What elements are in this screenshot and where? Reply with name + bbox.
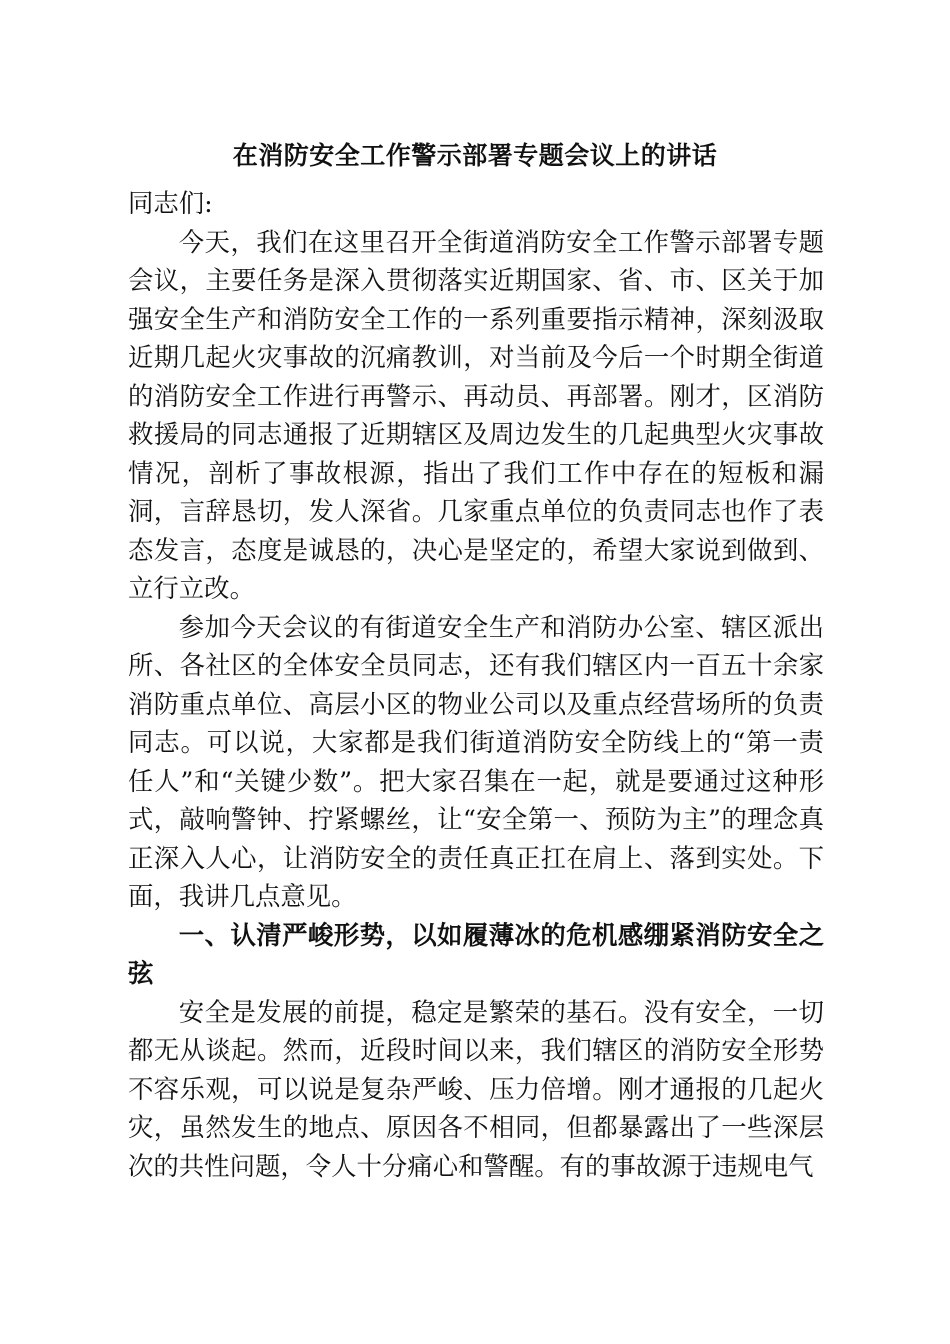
section-1-paragraph: 安全是发展的前提，稳定是繁荣的基石。没有安全，一切都无从谈起。然而，近段时间以来，我们辖区的消防安全形势不容乐观，可以说是复杂严峻、压力倍增。刚才通报的几起火灾，虽然发生的地点、原因各不相同，但都暴露出了一些深层次的共性问题，令人十分痛心和警醒。有的事故源于违规电气 (128, 996, 824, 1181)
section-heading-1: 一、认清严峻形势，以如履薄冰的危机感绷紧消防安全之弦 (128, 919, 824, 988)
salutation: 同志们: (128, 188, 213, 218)
document-title: 在消防安全工作警示部署专题会议上的讲话 (232, 141, 718, 170)
document-body (128, 184, 824, 1185)
paragraph-opening: 今天，我们在这里召开全街道消防安全工作警示部署专题会议，主要任务是深入贯彻落实近期国家、省、市、区关于加强安全生产和消防安全工作的一系列重要指示精神，深刻汲取近期几起火灾事故的沉痛教训，对当前及今后一个时期全街道的消防安全工作进行再警示、再动员、再部署。刚才，区消防救援局的同志通报了近期辖区及周边发生的几起典型火灾事故情况，剖析了事故根源，指出了我们工作中存在的短板和漏洞，言辞恳切，发人深省。几家重点单位的负责同志也作了表态发言，态度是诚恳的，决心是坚定的，希望大家说到做到、立行立改。 (128, 226, 824, 603)
paragraph-attendees: 参加今天会议的有街道安全生产和消防办公室、辖区派出所、各社区的全体安全员同志，还有我们辖区内一百五十余家消防重点单位、高层小区的物业公司以及重点经营场所的负责同志。可以说，大家都是我们街道消防安全防线上的“第一责任人”和“关键少数”。把大家召集在一起，就是要通过这种形式，敲响警钟、拧紧螺丝，让“安全第一、预防为主”的理念真正深入人心，让消防安全的责任真正扛在肩上、落到实处。下面，我讲几点意见。 (128, 611, 824, 911)
